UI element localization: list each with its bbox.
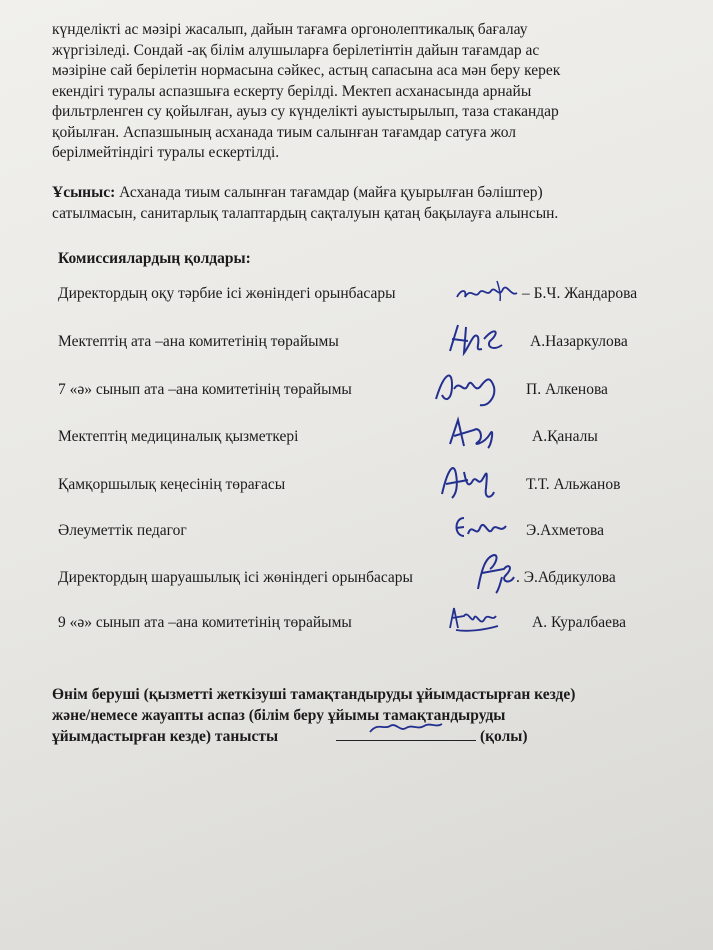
signatory-name: Э.Ахметова [526,522,605,539]
suggestion-paragraph [52,183,670,224]
signatory-row [58,418,658,452]
signatory-name: П. Алкенова [526,381,608,398]
body-line: жүргізіледі. Сондай -ақ білім алушыларға берілетінтін дайын тағамдар ас [52,41,540,59]
handwritten-signature [444,414,500,454]
handwritten-signature [430,365,504,411]
signature-field[interactable] [336,726,476,741]
acknowledgement-block [52,685,684,748]
body-line: күнделікті ас мәзірі жасалып, дайын тағамға оргонолептикалық бағалау [52,21,528,38]
suggestion-label: Ұсыныс: [52,184,116,201]
signatory-role: 7 «ә» сынып ата –ана комитетінің төрайымы [58,381,352,398]
body-line: берілмейтіндігі туралы ескертілді. [52,144,280,161]
handwritten-signature [468,549,520,595]
signatory-role: Директордың шаруашылық ісі жөніндегі орынбасары [58,569,413,586]
signatory-name: . Э.Абдикулова [516,569,616,586]
signatory-role: Мектептің медициналық қызметкері [58,428,299,445]
suggestion-text-2: сатылмасын, санитарлық талаптардың сақталуын қатаң бақылауға алынсын. [52,204,559,222]
signature-caption: (қолы) [476,728,528,745]
body-line: фильтрленген су қойылған, ауыз су күнделікті ауыстырылып, таза стакандар [52,103,559,120]
signatory-name: – Б.Ч. Жандарова [522,285,638,302]
signatory-role: 9 «ә» сынып ата –ана комитетінің төрайымы [58,614,352,631]
signatory-role: Мектептің ата –ана комитетінің төрайымы [58,333,339,350]
signatory-name: А.Назаркулова [530,333,628,350]
signatory-row [58,323,658,357]
body-line: қойылған. Аспазшының асханада тиым салынған тағамдар сатуға жол [52,123,516,141]
body-line: мәзіріне сай берілетін нормасына сәйкес, астың сапасына аса мән беру керек [52,62,561,79]
signatory-row [58,275,658,309]
signatory-role: Директордың оқу тәрбие ісі жөніндегі орынбасары [58,285,396,302]
signatory-row [58,466,658,500]
signatory-row [58,559,658,593]
body-line: екендігі туралы аспазшыға ескерту берілді. Мектеп асханасында арнайы [52,82,532,100]
signatory-name: Т.Т. Альжанов [526,476,621,493]
acknowledgement-line: ұйымдастырған кезде) танысты [52,728,279,745]
acknowledgement-line: Өнім беруші (қызметті жеткізуші тамақтандыруды ұйымдастырған кезде) [52,686,576,703]
handwritten-signature [444,602,502,636]
signatory-row [58,512,658,546]
signatory-row [58,371,658,405]
commission-heading: Комиссиялардың қолдары: [58,250,251,267]
signatory-name: А. Куралбаева [532,614,627,631]
handwritten-signature [436,458,502,506]
handwritten-signature [453,275,523,307]
handwritten-signature [450,510,510,544]
signatory-row [58,604,658,638]
acknowledgement-line: және/немесе жауапты аспаз (білім беру ұйымы тамақтандыруды [52,706,506,724]
handwritten-signature [444,319,506,359]
signatory-role: Әлеуметтік педагог [58,522,187,539]
suggestion-text-1: Асханада тиым салынған тағамдар (майға қуырылған бәліштер) [115,184,543,201]
signatory-name: А.Қаналы [532,428,598,445]
body-paragraph [52,20,670,164]
signatory-role: Қамқоршылық кеңесінің төрағасы [58,476,286,493]
